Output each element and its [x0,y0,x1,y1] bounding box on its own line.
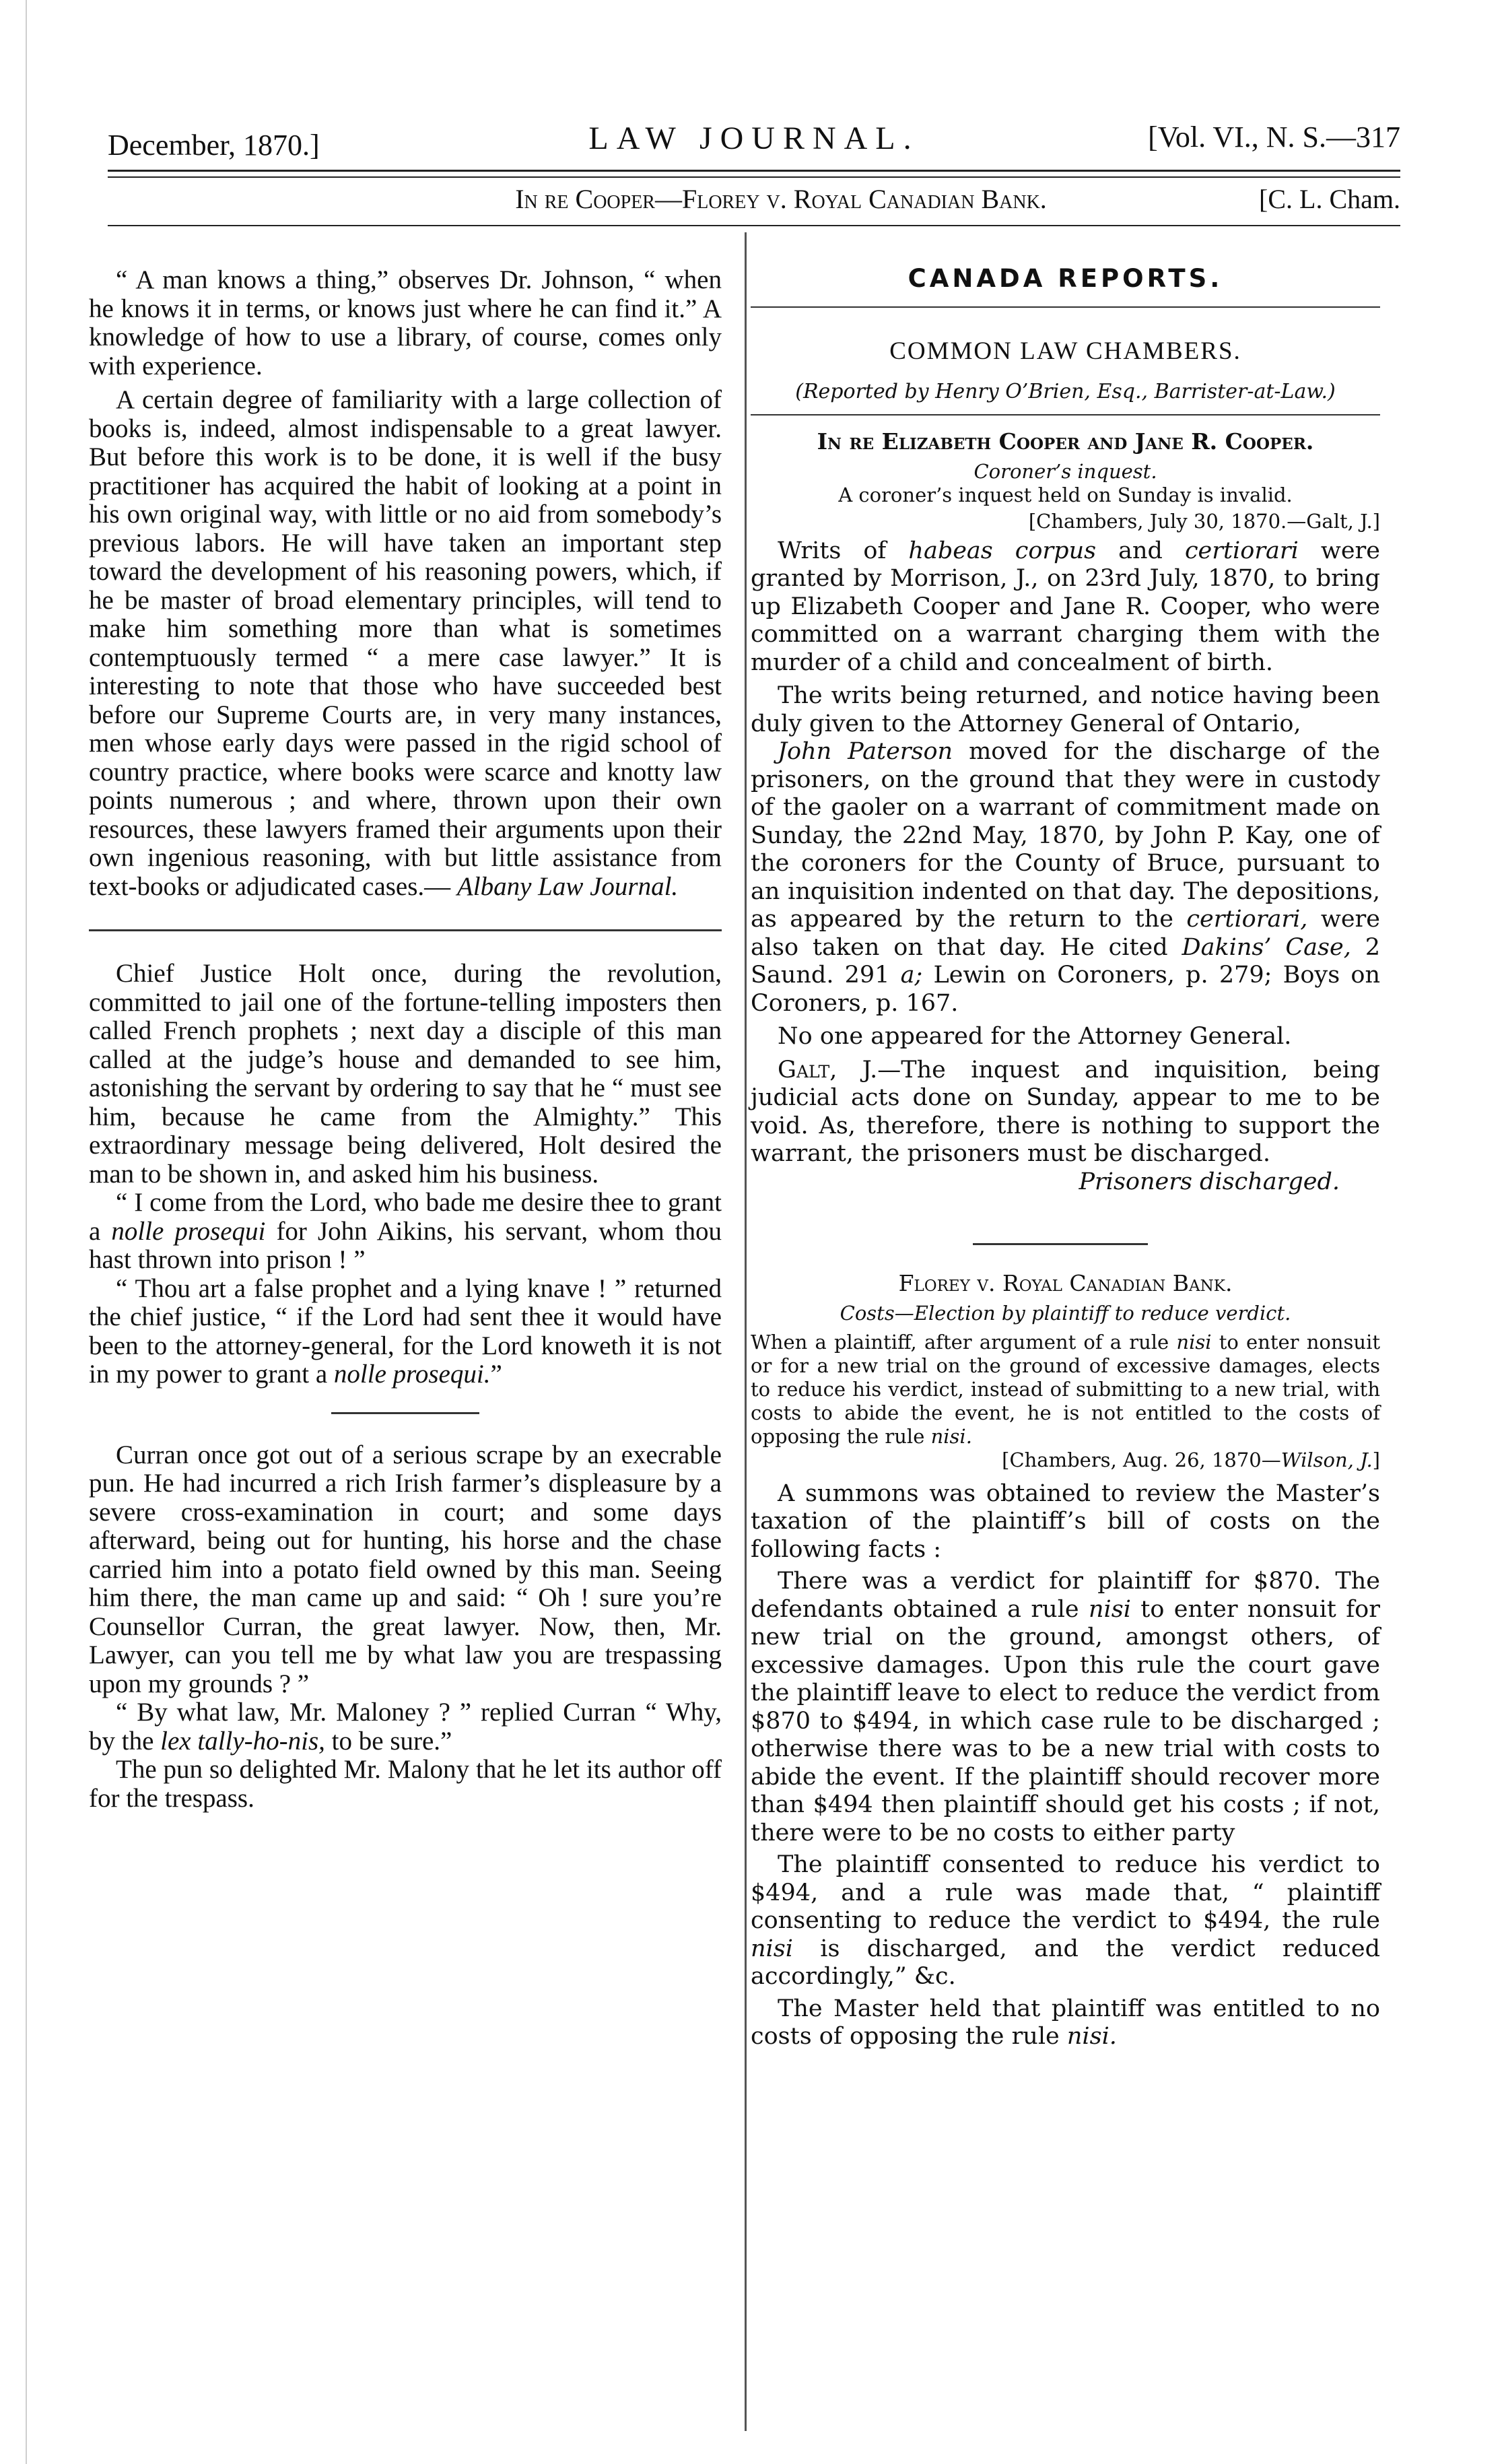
case2-verdict-paragraph [751,1568,1380,1847]
paragraph-johnson-quote: “ A man knows a thing,” observes Dr. Johnson, “ when he knows it in terms, or knows just where he can find it.” A knowledge of how to use a library, of course, comes only with experience. [89,265,722,380]
case1-headnote: A coroner’s inquest held on Sunday is invalid. [838,483,1293,506]
case1-returned-paragraph: The writs being returned, and notice having been duly given to the Attorney General of Ontario, [751,682,1380,737]
case1-writs-paragraph [751,537,1380,677]
case2-headnote-end: to enter nonsuit or for a new trial on the ground of excessive damages, elects to reduce his verdict, instead of submitting to a new trial, with costs to abide the event, he is not entitled to the costs of opposing the rule [751,1330,1380,1448]
case1-motion-paragraph [751,738,1380,1018]
paragraph-familiarity [89,386,722,901]
paragraph-pun-ending: The pun so delighted Mr. Malony that he let its author off for the trespass. [89,1755,722,1813]
short-separator [331,1412,479,1414]
case2-summons-paragraph: A summons was obtained to review the Master’s taxation of the plaintiff’s bill of costs on the following facts : [751,1479,1380,1563]
holt-reply-start: “ Thou art a false prophet and a lying knave ! ” returned the chief justice, “ if the Lord had sent thee it would have been to the attorney-general, for the Lord knoweth it is not in my power to grant a [89,1273,722,1389]
case1-motion-mid: were also taken on that day. He cited [751,906,1380,961]
case1-disposition: Prisoners discharged. [1079,1168,1340,1195]
subheader-rule [108,225,1400,226]
case1-motion-end: Lewin on Coroners, p. 279; Boys on Coroners, p. 167. [751,962,1380,1017]
canada-reports-rule [751,306,1380,308]
paragraph-holt-story: Chief Justice Holt once, during the revolution, committed to jail one of the fortune-telling imposters then called French prophets ; next day a disciple of this man called at the judge’s house and demanded to see him, astonishing the servant by ordering to say that he “ must see him, because he came from the Almighty.” This extraordinary message being delivered, Holt desired the man to be shown in, and asked him his business. [89,959,722,1189]
case2-consent-nisi: nisi [751,1935,793,1962]
case2-master-nisi: nisi. [1066,2023,1117,2050]
case2-citation-judge: Wilson, J. [1280,1448,1373,1471]
counsel-name: John Paterson [778,738,953,765]
case1-citation: [Chambers, July 30, 1870.—Galt, J.] [1028,509,1380,533]
case1-title: In re Elizabeth Cooper and Jane R. Cooper. [817,428,1314,455]
header-journal-title: LAW JOURNAL. [588,121,920,156]
case1-writs-and: and [1118,537,1163,564]
case2-verdict-start: There was a verdict for plaintiff for $870. The defendants obtained a rule [751,1568,1380,1623]
case-titles: In re Cooper—Florey v. Royal Canadian Bank. [515,184,1047,214]
case1-motion-start: moved for the discharge of the prisoners, on the ground that they were in custody of the gaoler on a warrant of commitment made on Sunday, the 22nd May, 1870, by John P. Kay, one of the coroners for the County of Bruce, pursuant to an inquisition indented on that day. The depositions, as appeared by the return to the [751,738,1380,933]
disciple-quote-start: “ I come from the Lord, who bade me desire thee to grant a [89,1188,722,1246]
article-separator [89,929,722,931]
case1-subject: Coroner’s inquest. [973,459,1157,483]
page-margin-line [26,0,27,2464]
court-title: COMMON LAW CHAMBERS. [889,337,1241,365]
header-rule-top [108,170,1400,172]
column-divider [745,232,747,2431]
source-albany-law-journal: Albany Law Journal. [456,871,679,901]
term-nolle-prosequi: nolle prosequi [111,1216,266,1246]
holt-reply-end: ” [490,1360,502,1389]
term-nolle-prosequi-2: nolle prosequi. [333,1360,491,1389]
case-separator [973,1243,1148,1245]
case2-verdict-nisi: nisi [1089,1595,1131,1623]
reporter-rule [751,414,1380,415]
case1-writs-start: Writs of [778,537,887,564]
case1-no-appearance: No one appeared for the Attorney General. [778,1023,1292,1050]
judge-galt: Galt, J. [778,1056,878,1084]
case2-consent-paragraph [751,1851,1380,1991]
term-certiorari: certiorari [1184,537,1299,564]
reporter-credit: (Reported by Henry O’Brien, Esq., Barrister-at-Law.) [795,380,1336,403]
header-rule-bottom [108,176,1400,178]
case1-citation-a: a; [900,962,923,989]
paragraph-curran-story: Curran once got out of a serious scrape by an execrable pun. He had incurred a rich Irish farmer’s displeasure by a severe cross-examination in court; and some days afterward, being out for hunting, his horse and the chase carried him into a potato field owned by this man. Seeing him there, the man came up and said: “ Oh ! sure you’re Counsellor Curran, the great lawyer. Now, then, Mr. Lawyer, can you tell me by what law you are trespassing upon my grounds ? ” [89,1440,722,1698]
right-column [751,266,1380,2051]
case-cited-dakins: Dakins’ Case, [1182,933,1351,961]
case2-consent-end: is discharged, and the verdict reduced accordingly,” &c. [751,1935,1380,1990]
running-header [108,114,1400,162]
term-habeas-corpus: habeas corpus [908,537,1097,564]
section-title-canada-reports: CANADA REPORTS. [908,264,1223,293]
term-lex-tally-ho-nis: lex tally-ho-nis, [160,1726,325,1756]
case1-judgment [751,1057,1380,1168]
case1-citation-saund: 2 Saund. 291 [751,933,1380,989]
case2-citation-close: ] [1372,1448,1380,1471]
case2-citation [751,1449,1380,1472]
case2-title: Florey v. Royal Canadian Bank. [898,1270,1233,1296]
curran-reply-end: to be sure.” [331,1726,452,1756]
paragraph-familiarity-text: A certain degree of familiarity with a large collection of books is, indeed, almost indispensable to a great lawyer. But before this work is to be done, it is well if the busy practitioner has acquired the habit of looking at a point in his own original way, with little or no aid from somebody’s previous labors. He will have taken an important step toward the development of his reasoning powers, which, if he be master of broad elementary principles, will tend to make him something more than what is sometimes contemptuously termed “ a mere case lawyer.” It is interesting to note that those who have succeeded best before our Supreme Courts are, in very many instances, men whose early days were passed in the rigid school of country practice, where books were scarce and knotty law points numerous ; and where, thrown upon their own resources, these lawyers framed their arguments upon their own ingenious reasoning, with but little assistance from text-books or adjudicated cases.— [89,385,722,901]
paragraph-disciple-quote [89,1189,722,1275]
case2-subject: Costs—Election by plaintiff to reduce verdict. [840,1301,1291,1325]
curran-reply-start: “ By what law, Mr. Maloney ? ” replied Curran “ Why, by the [89,1698,722,1756]
case2-headnote-nisi: nisi [1176,1330,1212,1354]
disciple-quote-end: for John Aikins, his servant, whom thou hast thrown into prison ! ” [89,1216,722,1274]
case2-consent-start: The plaintiff consented to reduce his verdict to $494, and a rule was made that, “ plaintiff consenting to reduce the verdict to $494, the rule [751,1851,1380,1934]
court-label: [C. L. Cham. [1259,184,1400,214]
paragraph-curran-reply [89,1698,722,1756]
case2-verdict-end: to enter nonsuit for new trial on the ground, amongst others, of excessive damages. Upon this rule the court gave the plaintiff leave to elect to reduce the verdict from $870 to $494, in which case rule to be discharged ; otherwise there was to be a new trial with costs to abide the event. If the plaintiff should recover more than $494 then plaintiff should get his costs ; if not, there were to be no costs to either party [751,1595,1380,1846]
case2-master-paragraph [751,1995,1380,2051]
header-volume-page: [Vol. VI., N. S.—317 [1148,121,1400,154]
case2-headnote-nisi-2: nisi. [930,1424,972,1448]
case2-headnote [751,1331,1380,1449]
left-column [89,266,722,1813]
case1-writs-end: were granted by Morrison, J., on 23rd July, 1870, to bring up Elizabeth Cooper and Jane R. Cooper, who were committed on a warrant charging them with the murder of a child and concealment of birth. [751,537,1380,676]
case1-judgment-text: —The inquest and inquisition, being judicial acts done on Sunday, appear to me to be void. As, therefore, there is nothing to support the warrant, the prisoners must be discharged. [751,1056,1380,1167]
case2-headnote-start: When a plaintiff, after argument of a rule [751,1330,1169,1354]
term-certiorari-2: certiorari, [1186,906,1308,933]
case2-master-start: The Master held that plaintiff was entitled to no costs of opposing the rule [751,1995,1380,2050]
header-date: December, 1870.] [108,129,320,162]
paragraph-holt-reply [89,1275,722,1389]
case2-citation-date: [Chambers, Aug. 26, 1870— [1002,1448,1281,1471]
